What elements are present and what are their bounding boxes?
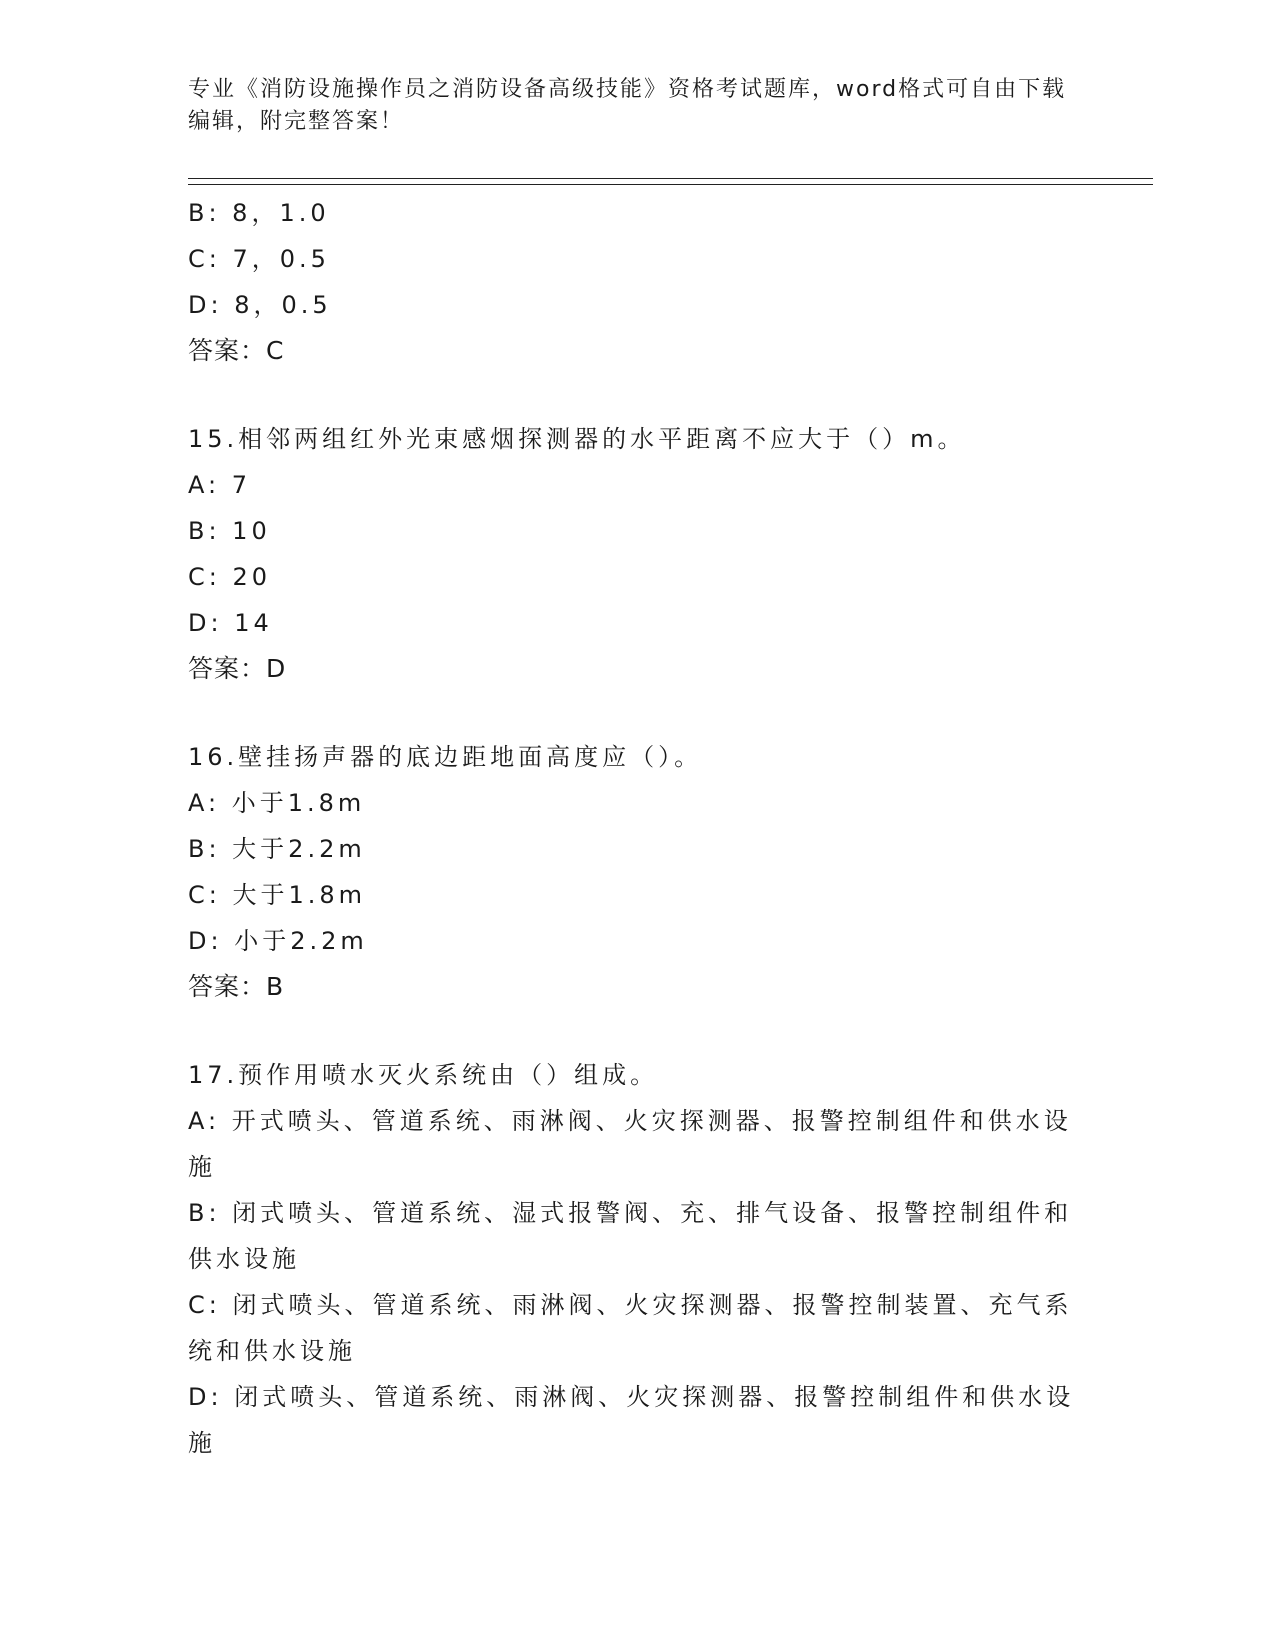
question-14-tail: [188, 190, 1088, 374]
spacer: [188, 692, 1088, 734]
question-15: [188, 416, 1088, 692]
option-a: A: 小于1.8m: [188, 789, 366, 817]
header-rule-top: [188, 178, 1153, 179]
answer: 答案：C: [188, 336, 285, 365]
option-d: D: 14: [188, 609, 273, 637]
question-16: [188, 734, 1088, 1010]
question-17: [188, 1052, 1088, 1466]
option-c: C: 7，0.5: [188, 245, 330, 273]
option-b: B: 8，1.0: [188, 199, 330, 227]
option-b: B: 10: [188, 517, 271, 545]
spacer: [188, 1010, 1088, 1052]
option-c: C: 闭式喷头、管道系统、雨淋阀、火灾探测器、报警控制装置、充气系统和供水设施: [188, 1291, 1073, 1365]
question-stem: 16.壁挂扬声器的底边距地面高度应（）。: [188, 743, 703, 771]
option-d: D: 8，0.5: [188, 291, 332, 319]
question-stem: 15.相邻两组红外光束感烟探测器的水平距离不应大于（）m。: [188, 425, 966, 453]
answer: 答案：D: [188, 654, 287, 683]
option-b: B: 大于2.2m: [188, 835, 366, 863]
option-c: C: 大于1.8m: [188, 881, 367, 909]
option-d: D: 小于2.2m: [188, 927, 368, 955]
answer: 答案：B: [188, 972, 285, 1001]
option-b: B: 闭式喷头、管道系统、湿式报警阀、充、排气设备、报警控制组件和供水设施: [188, 1199, 1073, 1273]
option-a: A: 7: [188, 471, 251, 499]
question-list: [188, 190, 1088, 1466]
option-a: A: 开式喷头、管道系统、雨淋阀、火灾探测器、报警控制组件和供水设施: [188, 1107, 1072, 1181]
option-d: D: 闭式喷头、管道系统、雨淋阀、火灾探测器、报警控制组件和供水设施: [188, 1383, 1075, 1457]
option-c: C: 20: [188, 563, 272, 591]
document-header: 专业《消防设施操作员之消防设备高级技能》资格考试题库，word格式可自由下载编辑，附完整答案！: [188, 77, 1067, 134]
question-stem: 17.预作用喷水灭火系统由（）组成。: [188, 1061, 659, 1089]
spacer: [188, 374, 1088, 416]
header-rule-bottom: [188, 184, 1153, 185]
